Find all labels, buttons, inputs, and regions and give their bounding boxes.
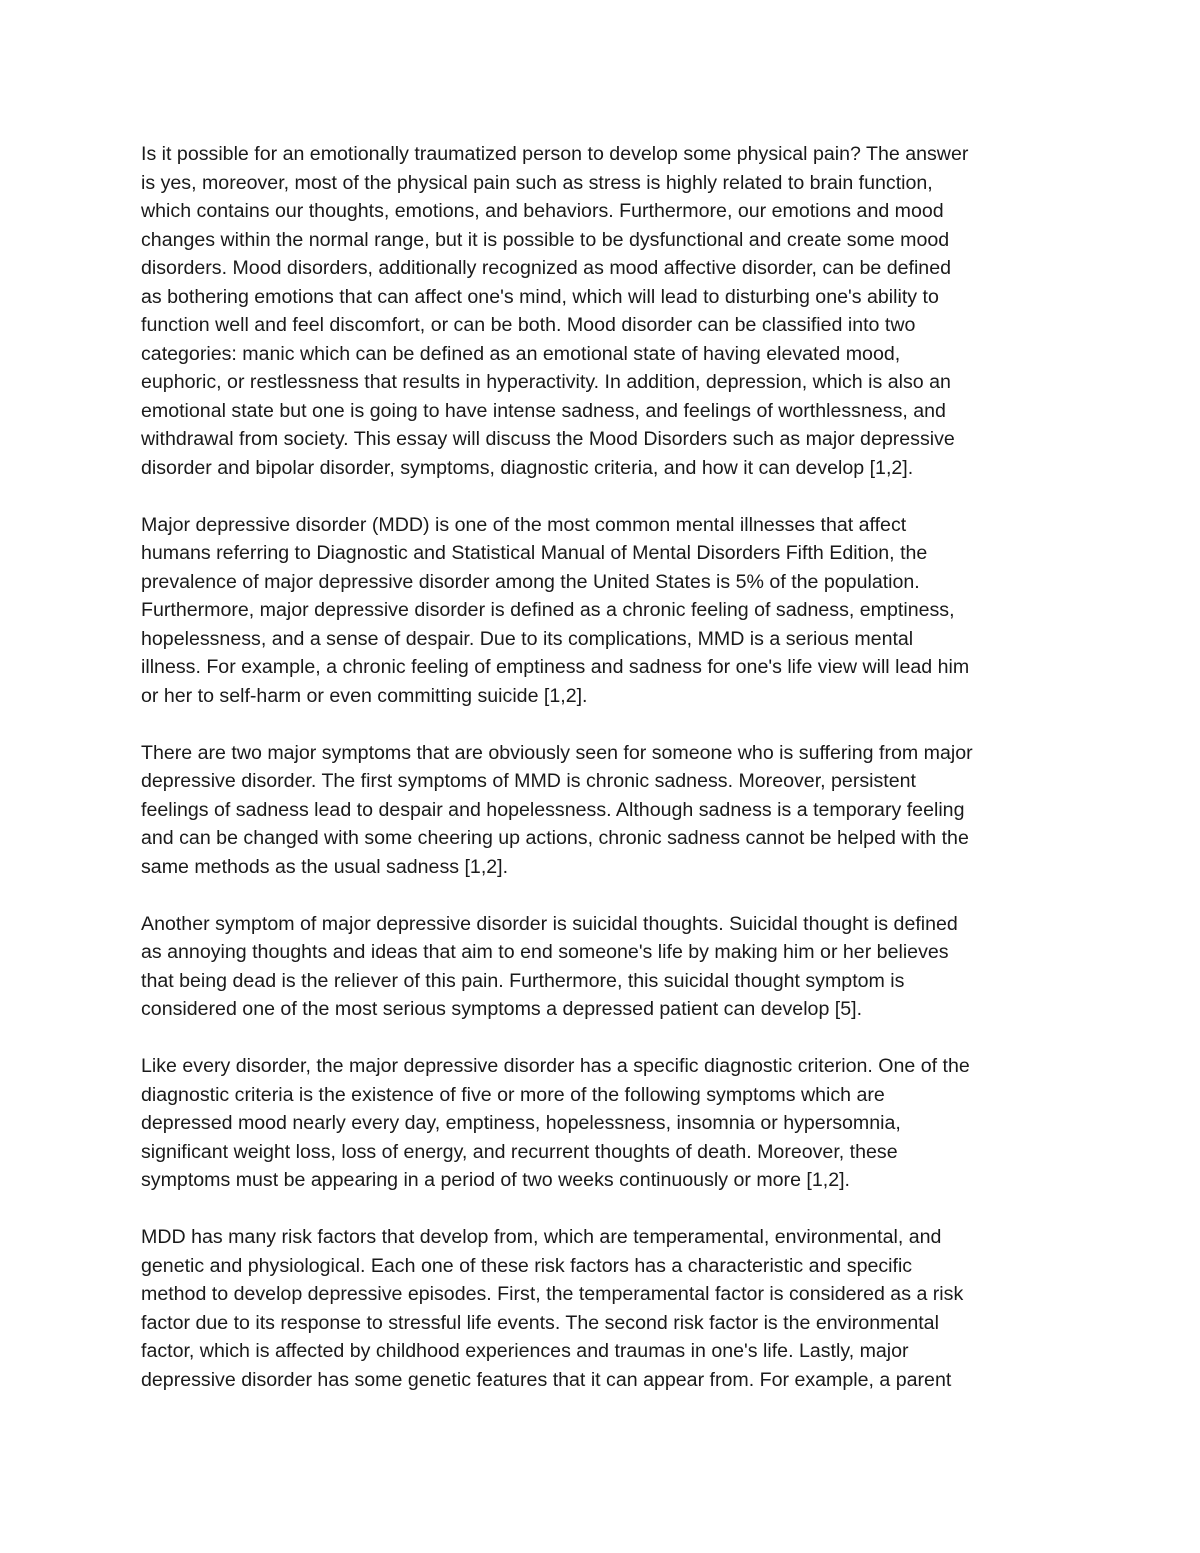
paragraph-mdd-definition: Major depressive disorder (MDD) is one of the most common mental illnesses that affect humans referring to Diagnostic and Statistical Manual of Mental Disorders Fifth Edition, the prevalence of major depressive disorder among the United States is 5% of the population. Furthermore, major depressive disorder is defined as a chronic feeling of sadness, emptiness, hopelessness, and a sense of despair. Due to its complications, MMD is a serious mental illness. For example, a chronic feeling of emptiness and sadness for one's life view will lead him or her to self-harm or even committing suicide [1,2]. <box>141 513 970 707</box>
document-body <box>141 140 1063 1423</box>
paragraph-risk-factors: MDD has many risk factors that develop from, which are temperamental, environmental, and genetic and physiological. Each one of these risk factors has a characteristic and specific method to develop depressive episodes. First, the temperamental factor is considered as a risk factor due to its response to stressful life events. The second risk factor is the environmental factor, which is affected by childhood experiences and traumas in one's life. Lastly, major depressive disorder has some genetic features that it can appear from. For example, a parent <box>141 1226 964 1391</box>
paragraph-symptoms-suicidal: Another symptom of major depressive disorder is suicidal thoughts. Suicidal thought is defined as annoying thoughts and ideas that aim to end someone's life by making him or her believes that being dead is the reliever of this pain. Furthermore, this suicidal thought symptom is considered one of the most serious symptoms a depressed patient can develop [5]. <box>141 912 958 1020</box>
paragraph-intro: Is it possible for an emotionally traumatized person to develop some physical pain? The answer is yes, moreover, most of the physical pain such as stress is highly related to brain function, which contains our thoughts, emotions, and behaviors. Furthermore, our emotions and mood changes within the normal range, but it is possible to be dysfunctional and create some mood disorders. Mood disorders, additionally recognized as mood affective disorder, can be defined as bothering emotions that can affect one's mind, which will lead to disturbing one's ability to function well and feel discomfort, or can be both. Mood disorder can be classified into two categories: manic which can be defined as an emotional state of having elevated mood, euphoric, or restlessness that results in hyperactivity. In addition, depression, which is also an emotional state but one is going to have intense sadness, and feelings of worthlessness, and withdrawal from society. This essay will discuss the Mood Disorders such as major depressive disorder and bipolar disorder, symptoms, diagnostic criteria, and how it can develop [1,2]. <box>141 143 969 479</box>
paragraph-diagnostic-criteria: Like every disorder, the major depressive disorder has a specific diagnostic criterion. One of the diagnostic criteria is the existence of five or more of the following symptoms which are depressed mood nearly every day, emptiness, hopelessness, insomnia or hypersomnia, significant weight loss, loss of energy, and recurrent thoughts of death. Moreover, these symptoms must be appearing in a period of two weeks continuously or more [1,2]. <box>141 1055 970 1191</box>
paragraph-symptoms-sadness: There are two major symptoms that are obviously seen for someone who is suffering from major depressive disorder. The first symptoms of MMD is chronic sadness. Moreover, persistent feelings of sadness lead to despair and hopelessness. Although sadness is a temporary feeling and can be changed with some cheering up actions, chronic sadness cannot be helped with the same methods as the usual sadness [1,2]. <box>141 741 973 878</box>
